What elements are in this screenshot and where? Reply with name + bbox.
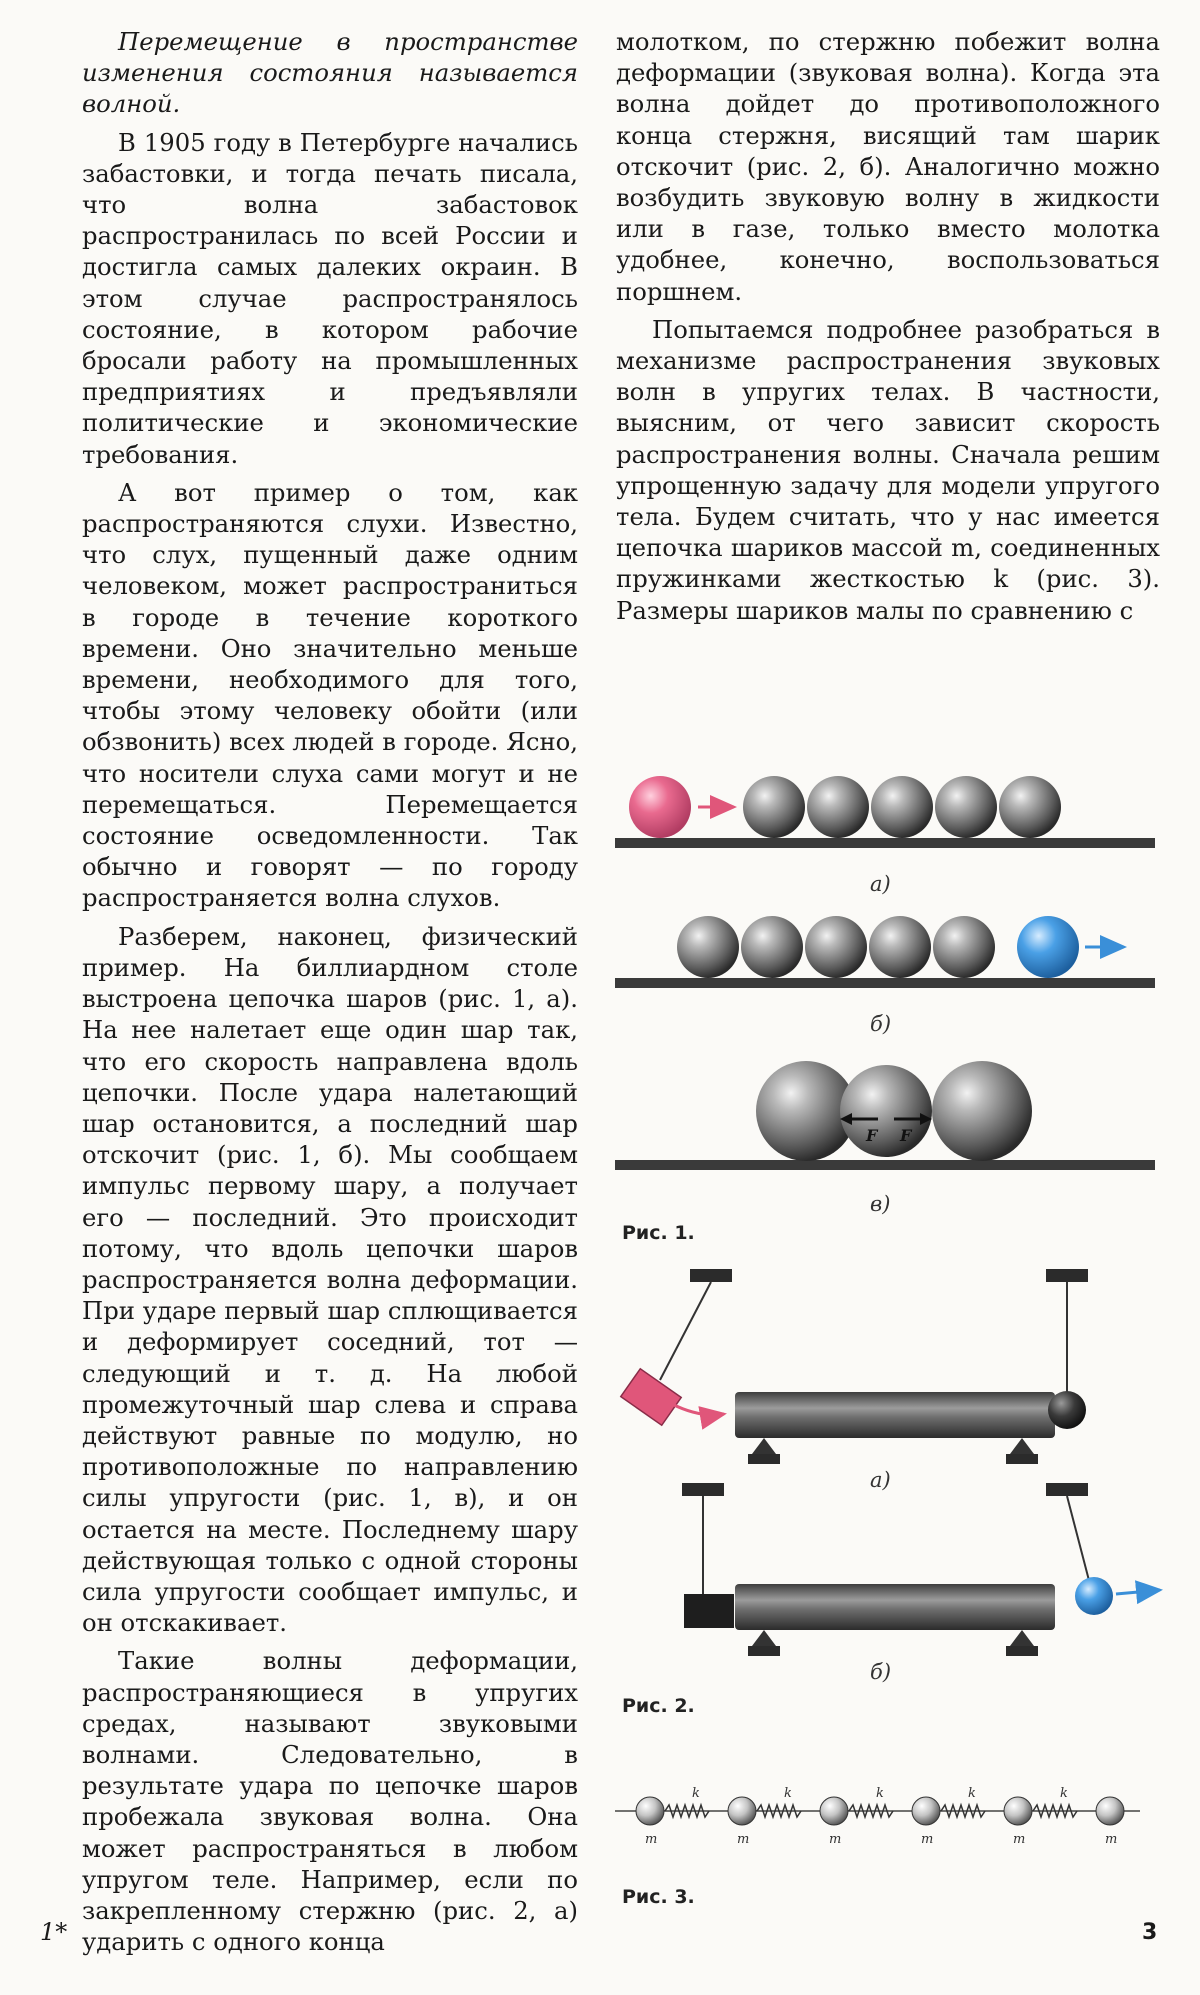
spring-label: k <box>876 1786 884 1801</box>
figure-1c <box>615 1061 1155 1170</box>
rod-support <box>752 1630 776 1646</box>
definition-paragraph: Перемещение в пространстве изменения состояния называется волной. <box>82 27 578 119</box>
ball <box>999 776 1061 838</box>
rod <box>735 1392 1055 1438</box>
table-surface <box>615 838 1155 848</box>
velocity-arrow <box>1116 1590 1160 1594</box>
hammer <box>621 1369 681 1426</box>
paragraph-strikes: В 1905 году в Петербурге начались забастовки, и тогда печать писала, что волна забастовок распространилась по всей России и достигла самых далеких окраин. В этом случае распространялось состояние, в котором рабочие бросали работу на промышленных предприятиях и предъявляли политические и экономические требования. <box>82 127 578 469</box>
fig3-caption: Рис. 3. <box>622 1886 695 1908</box>
figure-3 <box>615 1786 1140 1847</box>
signature-mark: 1* <box>40 1918 68 1946</box>
paragraph-hammer: молотком, по стержню побежит волна деформации (звуковая волна). Когда эта волна дойдет до противоположного конца стержня, висящий там шарик отскочит (рис. 2, б). Аналогично можно возбудить звуковую волну в жидкости или в газе, только вместо молотка удобнее, конечно, воспользоваться поршнем. <box>616 27 1160 306</box>
spring-label: k <box>968 1786 976 1801</box>
mass <box>912 1797 940 1825</box>
figure-1a <box>615 776 1155 848</box>
spring <box>849 1805 893 1817</box>
hammer-string <box>660 1282 711 1380</box>
fig1-sub-a: а) <box>870 872 891 896</box>
figure-2a <box>621 1269 1088 1464</box>
figure-2b <box>682 1483 1160 1656</box>
spring-label: k <box>692 1786 700 1801</box>
ball <box>741 916 803 978</box>
force-label-right: F <box>900 1126 912 1145</box>
ball <box>677 916 739 978</box>
ball-string <box>1067 1496 1092 1592</box>
ceiling-mount <box>1046 1483 1088 1496</box>
ball <box>935 776 997 838</box>
support-base <box>1006 1454 1038 1464</box>
mass-label: m <box>737 1832 750 1847</box>
support-base <box>1006 1646 1038 1656</box>
ball <box>840 1065 932 1157</box>
ball <box>807 776 869 838</box>
ceiling-mount <box>1046 1269 1088 1282</box>
spring <box>1033 1805 1077 1817</box>
table-surface <box>615 1160 1155 1170</box>
ceiling-mount <box>682 1483 724 1496</box>
spring <box>757 1805 801 1817</box>
mass <box>636 1797 664 1825</box>
table-surface <box>615 978 1155 988</box>
figure-1b <box>615 916 1155 988</box>
hanging-ball <box>1048 1391 1086 1429</box>
outgoing-ball <box>1017 916 1079 978</box>
support-base <box>748 1646 780 1656</box>
fig1-caption: Рис. 1. <box>622 1222 695 1244</box>
spring-label: k <box>784 1786 792 1801</box>
paragraph-mechanism: Попытаемся подробнее разобраться в механизме распространения звуковых волн в упругих телах. В частности, выясним, от чего зависит скорость распространения волны. Сначала решим упрощенную задачу для модели упругого тела. Будем считать, что у нас имеется цепочка шариков массой m, соединенных пружинками жесткостью k (рис. 3). Размеры шариков малы по сравнению с <box>616 314 1160 625</box>
paragraph-billiard: Разберем, наконец, физический пример. На биллиардном столе выстроена цепочка шаров (рис. 1, а). На нее налетает еще один шар так, что его скорость направлена вдоль цепочки. После удара налетающий шар остановится, а последний шар отскочит (рис. 1, б). Мы сообщаем импульс первому шару, а получает его — последний. Это происходит потому, что вдоль цепочки шаров распространяется волна деформации. При ударе первый шар сплющивается и деформирует соседний, тот — следующий и т. д. На любой промежуточный шар слева и справа действуют равные по модулю, но противоположные по направлению силы упругости (рис. 1, в), и он остается на месте. Последнему шару действующая только с одной стороны сила упругости сообщает импульс, и он отскакивает. <box>82 921 578 1638</box>
force-label-left: F <box>866 1126 878 1145</box>
mass-label: m <box>645 1832 658 1847</box>
paragraph-sound-waves: Такие волны деформации, распространяющиеся в упругих средах, называют звуковыми волнами. Следовательно, в результате удара по цепочке шаров пробежала звуковая волна. Она может распространяться в любом упругом теле. Например, если по закрепленному стержню (рис. 2, а) ударить с одного конца <box>82 1646 578 1957</box>
hammer <box>684 1594 734 1628</box>
fig2-sub-a: а) <box>870 1468 891 1492</box>
fig1-sub-b: б) <box>870 1012 892 1036</box>
rod-support <box>752 1438 776 1454</box>
ball <box>869 916 931 978</box>
rod <box>735 1584 1055 1630</box>
fig2-caption: Рис. 2. <box>622 1695 695 1717</box>
hammer-arrow <box>672 1404 724 1415</box>
spring-label: k <box>1060 1786 1068 1801</box>
ball <box>743 776 805 838</box>
mass <box>728 1797 756 1825</box>
ceiling-mount <box>690 1269 732 1282</box>
mass-label: m <box>921 1832 934 1847</box>
ball <box>932 1061 1032 1161</box>
mass <box>820 1797 848 1825</box>
ball <box>871 776 933 838</box>
ball <box>933 916 995 978</box>
mass-label: m <box>1105 1832 1118 1847</box>
incoming-ball <box>629 776 691 838</box>
mass <box>1096 1797 1124 1825</box>
spring <box>665 1805 709 1817</box>
mass-label: m <box>1013 1832 1026 1847</box>
page-number: 3 <box>1142 1920 1158 1945</box>
rod-support <box>1010 1630 1034 1646</box>
spring <box>941 1805 985 1817</box>
rod-support <box>1010 1438 1034 1454</box>
mass-label: m <box>829 1832 842 1847</box>
paragraph-rumors: А вот пример о том, как распространяются слухи. Известно, что слух, пущенный даже одним человеком, может распространиться в городе в течение короткого времени. Оно значительно меньше времени, необходимого для того, чтобы этому человеку обойти (или обзвонить) всех людей в городе. Ясно, что носители слуха сами могут и не перемещаться. Перемещается состояние осведомленности. Так обычно и говорят — по городу распространяется волна слухов. <box>82 477 578 913</box>
fig2-sub-b: б) <box>870 1660 892 1684</box>
mass <box>1004 1797 1032 1825</box>
fig1-sub-c: в) <box>870 1192 891 1216</box>
deflected-ball <box>1075 1577 1113 1615</box>
ball <box>805 916 867 978</box>
support-base <box>748 1454 780 1464</box>
